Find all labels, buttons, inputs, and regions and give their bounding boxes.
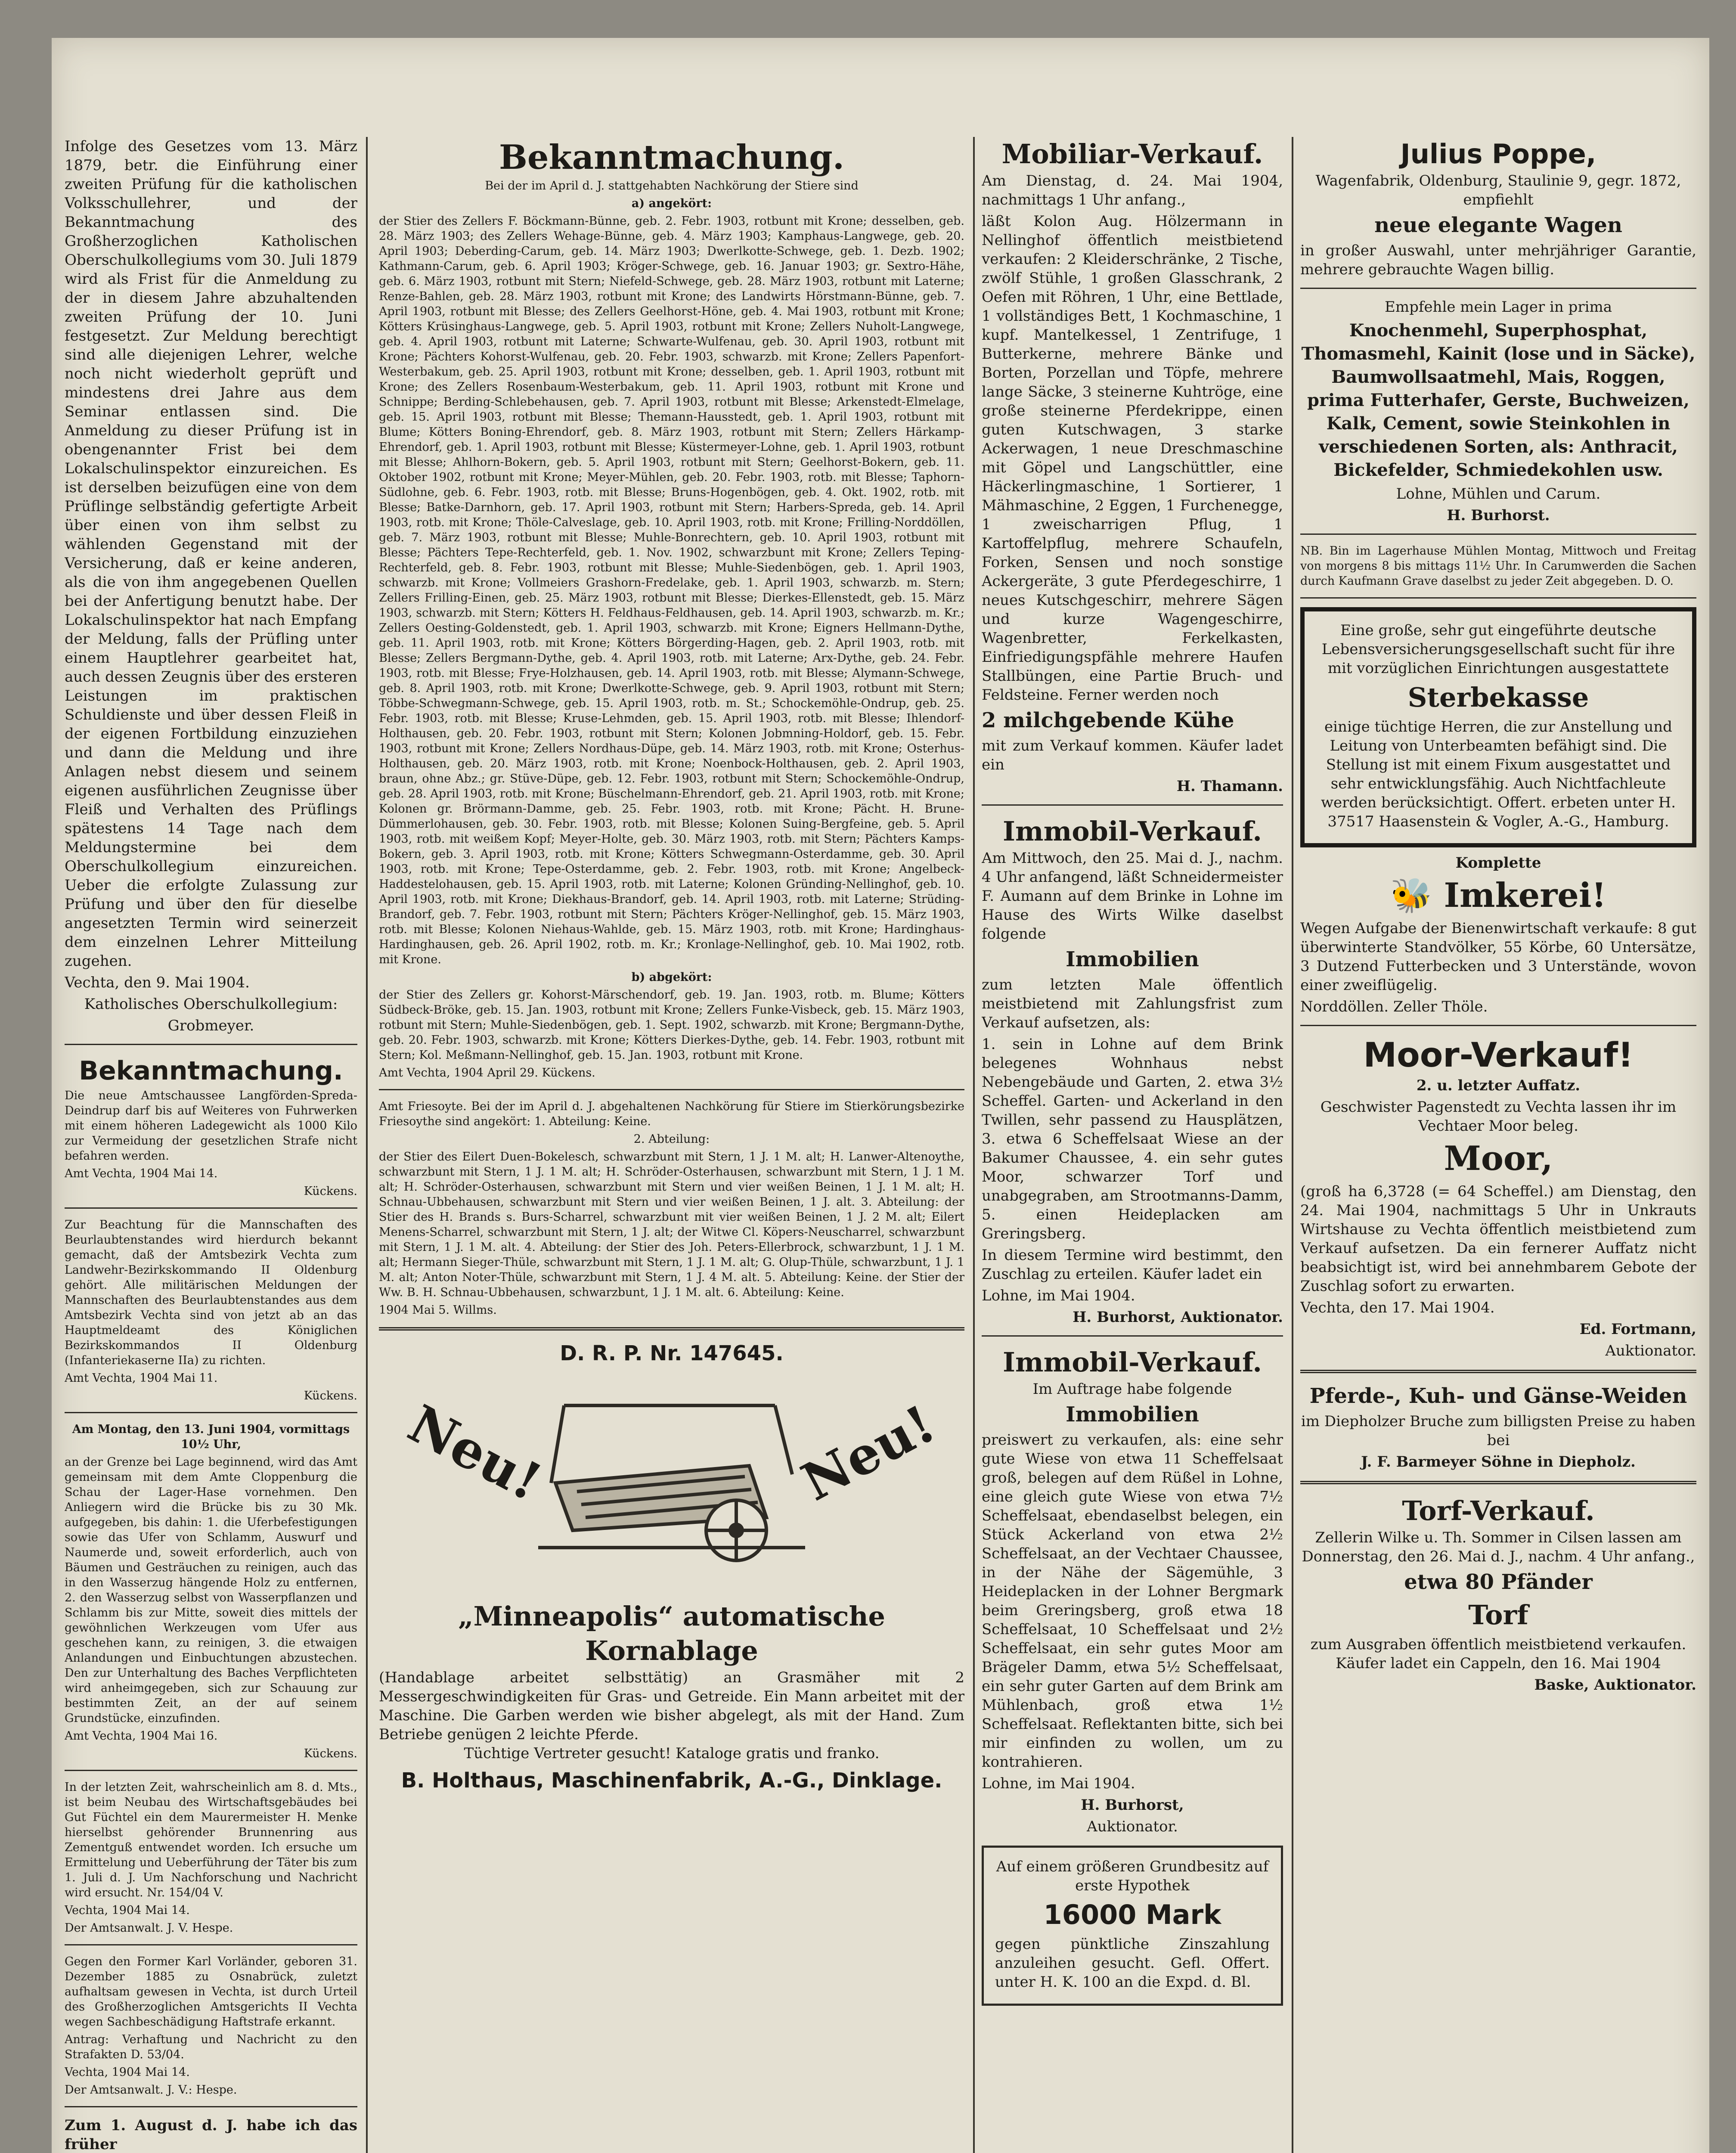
bull-notice [379, 178, 964, 1080]
ad-poppe-text: in großer Auswahl, unter mehrjähriger Garantie, mehrere gebrauchte Wagen billig. [1300, 242, 1696, 278]
reaper-machine-icon [534, 1388, 809, 1569]
divider [1300, 534, 1696, 535]
bull-notice-section-b: b) abgekört: [631, 971, 712, 984]
ad-pferde-title: Pferde-, Kuh- und Gänse-Weiden [1309, 1384, 1687, 1408]
bull-notice-intro: Bei der im April d. J. stattgehabten Nachkörung der Stiere sind [485, 179, 859, 192]
notice-theft [65, 1780, 357, 1936]
column-rule [973, 137, 975, 2153]
ad-mobiliar-text: läßt Kolon Aug. Hölzermann in Nellinghof öffentlich meistbietend verkaufen: 2 Kleiderschränke, 2 Tische, zwölf Stühle, 1 großen Glasschrank, 2 Oefen mit Röhren, 1 Uhr, eine Bettlade, 1 vollständiges Bett, 1 Kochmaschine, 1 kupf. Mantelkessel, 1 Zentrifuge, 1 Butterkerne, mehrere Bänke und Borten, Porzellan und Töpfe, mehrere lange Säcke, 3 steinerne Kuhtröge, eine große steinerne Pferdekrippe, einen guten Kutschwagen, 3 starke Ackerwagen, 1 neue Dreschmaschine mit Göpel und Langschüttler, eine Häckerlingmaschine, 1 Sortierer, 1 Mähmaschine, 2 Eggen, 1 Furchenegge, 1 zweischarrigen Pflug, 1 Kartoffelpflug, mehrere Schaufeln, Forken, Sensen und noch sonstige Ackergeräte, 3 gute Pferdegeschirre, 1 neues Kutschgeschirr, mehrere Sägen und kurze Wagengeschirre, Wagenbretter, Ferkelkasten, Einfriedigungspfähle mehrere Haufen Stallbüngen, eine Partie Bruch- und Feldsteine. Ferner werden noch [982, 213, 1283, 704]
ad-minneapolis-patent: D. R. P. Nr. 147645. [560, 1341, 784, 1365]
ad-imkerei-text: Wegen Aufgabe der Bienenwirtschaft verkaufe: 8 gut überwinterte Standvölker, 55 Körbe, 60 Untersätze, 3 Dutzend Futterbecken und 3 Unterstände, wovon einer zweiflügelig. [1300, 920, 1696, 994]
ad-mobiliar-date: Am Dienstag, d. 24. Mai 1904, nachmittags 1 Uhr anfang., [982, 172, 1283, 208]
ad-torf-title: Torf-Verkauf. [1402, 1495, 1595, 1526]
ad-immobil-1-signer: H. Burhorst, Auktionator. [1073, 1309, 1283, 1326]
ad-immobil-1-heading: Immobilien [1066, 947, 1199, 971]
ad-mobiliar-note: mit zum Verkauf kommen. Käufer ladet ein [982, 737, 1283, 773]
divider [982, 804, 1283, 806]
divider [65, 2106, 357, 2107]
ad-immobil-2-signer: H. Burhorst, [1081, 1796, 1184, 1814]
ad-moor-signer: Ed. Fortmann, [1579, 1321, 1696, 1338]
ad-moor-verkauf-sub: 2. u. letzter Auffatz. [1416, 1077, 1581, 1094]
divider [65, 1944, 357, 1945]
ad-immobil-1-intro: Am Mittwoch, den 25. Mai d. J., nachm. 4 Uhr anfangend, läßt Schneidermeister F. Aumann auf dem Brinke in Lohne im Hause des Wirts Wilke daselbst folgende [982, 850, 1283, 943]
newspaper-page [52, 38, 1709, 2153]
ad-immobil-2-heading: Immobilien [1066, 1402, 1199, 1427]
ad-minneapolis-company: B. Holthaus, Maschinenfabrik, A.-G., Dinklage. [401, 1768, 942, 1793]
bull-notice-2-date: 1904 Mai 5. Willms. [379, 1303, 497, 1317]
ad-sterbekasse-text: einige tüchtige Herren, die zur Anstellung und Leitung von Unterbeamten befähigt sind. Die Stellung ist mit einem Fixum ausgestattet und sehr entwicklungsfähig. Auch Nichtfachleute werden berücksichtigt. Offert. erbeten unter H. 37517 Haasenstein & Vogler, A.-G., Hamburg. [1321, 718, 1676, 830]
ad-immobil-2 [982, 1380, 1283, 1836]
notice-bridge-text: an der Grenze bei Lage beginnend, wird das Amt gemeinsam mit dem Amte Cloppenburg die Schau der Lager-Hase vornehmen. Den Anliegern wird die Brücke bis zu 30 Mk. aufgegeben, bis dahin: 1. die Uferbefestigungen sowie das Ufer von Schlamm, Auswurf und Naumerde und, soweit erforderlich, auch von Bäumen und Gesträuchen zu reinigen, auch das in den Wasserzug hängende Holz zu entfernen, 2. den Wasserzug selbst von Wasserpflanzen und Schlamm bis zur Mitte, soweit dies mittels der gewöhnlichen Werkzeugen vom Ufer aus geschehen kann, zu reinigen, 3. die etwaigen Anlandungen und Einbuchtungen abzustechen. Den zur Unterhaltung des Baches Verpflichteten wird anheimgegeben, sich zur Schauung zur bestimmten Zeit, an der auf seinem Grundstücke, einzufinden. [65, 1455, 357, 1725]
ad-sterbekasse-title: Sterbekasse [1407, 682, 1589, 713]
notice-teacher-exam-issuer: Katholisches Oberschulkollegium: [84, 996, 338, 1013]
heading-bekanntmachung-2: Bekanntmachung. [79, 1056, 343, 1086]
divider [1300, 1025, 1696, 1026]
ad-immobil-2-title: Immobil-Verkauf. [1002, 1346, 1262, 1378]
ad-immobil-1-closing: In diesem Termine wird bestimmt, den Zuschlag zu erteilen. Käufer ladet ein [982, 1247, 1283, 1283]
notice-teacher-exam [65, 137, 357, 1035]
heading-bekanntmachung: Bekanntmachung. [499, 138, 844, 177]
bull-notice-2-section: 2. Abteilung: [633, 1132, 710, 1146]
notice-theft-signer: Der Amtsanwalt. J. V. Hespe. [65, 1921, 233, 1935]
divider [1300, 288, 1696, 289]
notice-military-text: Zur Beachtung für die Mannschaften des Beurlaubtenstandes wird hierdurch bekannt gemacht, daß der Amtsbezirk Vechta zum Landwehr-Bezirkskommando II Oldenburg gehört. Alle militärischen Meldungen der Mannschaften des Beurlaubtenstandes aus dem Amtsbezirk Vechta sind von jetzt ab an das Hauptmeldeamt des Königlichen Bezirkskommandos II Oldenburg (Infanteriekaserne IIa) zu richten. [65, 1218, 357, 1367]
ad-mobiliar [982, 171, 1283, 796]
ad-minneapolis-title: „Minneapolis“ automatische Kornablage [458, 1601, 885, 1666]
divider [65, 1412, 357, 1413]
ad-moesche-intro: Zum 1. August d. J. habe ich das früher [65, 2117, 357, 2153]
notice-court-text: Gegen den Former Karl Vorländer, geboren 31. Dezember 1885 zu Osnabrück, zuletzt aufhaltsam gewesen in Vechta, ist durch Urteil des Großherzoglichen Amtsgerichts II Vechta wegen Sachbeschädigung Haftstrafe erkannt. [65, 1955, 357, 2029]
ad-sterbekasse [1300, 607, 1696, 847]
ad-mobiliar-signer: H. Thamann. [1176, 778, 1283, 795]
ad-torf-amount: etwa 80 Pfänder [1404, 1570, 1593, 1594]
notice-teacher-exam-signer: Grobmeyer. [167, 1017, 254, 1034]
ad-immobil-1-title: Immobil-Verkauf. [1002, 816, 1262, 847]
column-rule [366, 137, 368, 2153]
notice-court-signer: Der Amtsanwalt. J. V.: Hespe. [65, 2083, 237, 2097]
ad-burhorst-intro: Empfehle mein Lager in prima [1385, 298, 1612, 316]
notice-bridge [65, 1422, 357, 1761]
ad-immobil-1-lead: zum letzten Male öffentlich meistbietend mit Zahlungsfrist zum Verkauf aufsetzen, als: [982, 976, 1283, 1031]
notice-court-date: Vechta, 1904 Mai 14. [65, 2066, 190, 2079]
bull-notice-2 [379, 1099, 964, 1318]
ad-moor-details: (groß ha 6,3728 (= 64 Scheffel.) am Dienstag, den 24. Mai 1904, nachmittags 5 Uhr in Unkrauts Wirtshause zu Vechta öffentlich meistbietend zum Verkauf aufsetzen. Da ein fernerer Auffatz nicht beabsichtigt ist, wird bei annehmbarem Gebote der Zuschlag sofort zu erwarten. [1300, 1183, 1696, 1295]
ad-immobil-2-intro: Im Auftrage habe folgende [1032, 1381, 1232, 1398]
ad-imkerei-label: Komplette [1455, 854, 1541, 872]
ad-mobiliar-cows: 2 milchgebende Kühe [982, 708, 1234, 732]
notice-teacher-exam-date: Vechta, den 9. Mai 1904. [65, 974, 250, 991]
notice-road-text: Die neue Amtschaussee Langförden-Spreda-Deindrup darf bis auf Weiteres von Fuhrwerken mit einem höheren Ladegewicht als 1000 Kilo zur Vermeidung der gesetzlichen Strafe nicht befahren werden. [65, 1089, 357, 1163]
ad-immobil-2-text: preiswert zu verkaufen, als: eine sehr gute Wiese von etwa 11 Scheffelsaat groß, belegen auf dem Rüßel in Lohne, eine gleich gute Wiese von etwa 7½ Scheffelsaat, ebendaselbst belegen, ein Stück Ackerland von etwa 2½ Scheffelsaat, an der Vechtaer Chaussee, in der Nähe der Sägemühle, 3 Heideplacken in der Lohner Bergmark beim Greringsberg, groß etwa 18 Scheffelsaat, 10 Scheffelsaat und 2½ Scheffelsaat, ein sehr gutes Moor am Brägeler Damm, etwa 5½ Scheffelsaat, ein sehr guter Garten auf dem Brink am Mühlenbach, groß etwa 1½ Scheffelsaat. Reflektanten bitte, sich bei mir einfinden zu wollen, um zu kontrahieren. [982, 1431, 1283, 1771]
bull-notice-list-a: der Stier des Zellers F. Böckmann-Bünne, geb. 2. Febr. 1903, rotbunt mit Krone; desselben, geb. 28. März 1903; des Zellers Wehage-Bünne, geb. 4. März 1903; Kamphaus-Langwege, geb. 20. April 1903; Deberding-Carum, geb. 14. März 1903; Dwerlkotte-Schwege, geb. 1. Dezb. 1902; Kathmann-Carum, geb. 6. April 1903; Kröger-Schwege, geb. 16. Januar 1903; gr. Sextro-Hähe, geb. 6. März 1903, rotbunt mit Stern; Niefeld-Schwege, geb. 28. März 1903, rotbunt mit Laterne; Renze-Bahlen, geb. 28. März 1903, rotbunt mit Krone; des Landwirts Hörstmann-Bünne, geb. 7. April 1903, rotbunt mit Blesse; des Zellers Geelhorst-Höne, geb. 4. Mai 1903, rotbunt mit Krone; Kötters Krüsinghaus-Langwege, geb. 5. April 1903, rotbunt mit Krone; Zellers Nuholt-Langwege, geb. 4. April 1903, rotbunt mit Laterne; Schwarte-Wulfenau, geb. 30. April 1903, rotbunt mit Krone; Pächters Kohorst-Wulfenau, geb. 20. Febr. 1903, schwarzb. mit Krone; Zellers Papenfort-Westerbakum, geb. 25. April 1903, rotbunt mit Krone; desselben, geb. 1. April 1903, rotbunt mit Krone; des Zellers Rosenbaum-Westerbakum, geb. 11. April 1903, rotbunt mit Krone und Schnippe; Berding-Schlebehausen, geb. 7. April 1903, rotbunt mit Blesse; Arkenstedt-Elmelage, geb. 15. April 1903, rotbunt mit Blesse; Themann-Hausstedt, geb. 1. April 1903, rotbunt mit Blume; Kötters Boning-Ehrendorf, geb. 8. März 1903, rotbunt mit Stern; Zellers Härkamp-Ehrendorf, geb. 1. April 1903, rotbunt mit Blesse; Küstermeyer-Lohne, geb. 1. April 1903, rotbunt mit Blesse; Ahlhorn-Bokern, geb. 5. April 1903, rotbunt mit Stern; Geelhorst-Bokern, geb. 11. Oktober 1902, rotbunt mit Krone; Meyer-Mühlen, geb. 20. Febr. 1903, rotb. mit Blesse; Taphorn-Südlohne, geb. 6. Febr. 1903, rotb. mit Blesse; Bruns-Hogenbögen, geb. 4. Okt. 1902, rotb. mit Blesse; Batke-Darnhorn, geb. 17. April 1903, rotbunt mit Stern; Harbers-Spreda, geb. 14. April 1903, rotb. mit Krone; Thöle-Calveslage, geb. 10. April 1903, rotb. mit Krone; Frilling-Norddöllen, geb. 7. März 1903, rotbunt mit Blesse; Muhle-Bonrechtern, geb. 10. April 1903, rotbunt mit Blesse; Pächters Tepe-Rechterfeld, geb. 1. Nov. 1902, schwarzbunt mit Krone; Zellers Teping-Rechterfeld, geb. 8. Febr. 1903, rotbunt mit Blesse; Muhle-Siedenbögen, geb. 1. April 1903, schwarzb. mit Krone; Vollmeiers Grashorn-Fredelake, geb. 1. April 1903, schwarzb. m. Stern; Zellers Frilling-Einen, geb. 25. März 1903, rotbunt mit Blesse; Dierkes-Ellenstedt, geb. 15. März 1903, schwarzb. mit Stern; Kötters H. Feldhaus-Feldhausen, geb. 14. April 1903, schwarzb. m. Kr.; Zellers Oesting-Goldenstedt, geb. 1. April 1903, schwarzb. mit Krone; Eigners Hellmann-Dythe, geb. 11. April 1903, rotb. mit Krone; Kötters Börgerding-Hagen, geb. 2. April 1903, rotb. mit Blesse; Zellers Bergmann-Dythe, geb. 4. April 1903, rotb. mit Laterne; Arx-Dythe, geb. 24. Febr. 1903, rotb. mit Blesse; Frye-Holzhausen, geb. 14. April 1903, rotb. mit Blesse; Alymann-Schwege, geb. 8. April 1903, rotb. mit Krone; Dwerlkotte-Schwege, geb. 9. April 1903, rotbunt mit Stern; Többe-Schwegmann-Schwege, geb. 15. April 1903, rotb. m. St.; Schockemöhle-Ondrup, geb. 25. Febr. 1903, rotb. mit Blesse; Kruse-Lehmden, geb. 15. April 1903, rotb. mit Blesse; Ihlendorf-Holthausen, geb. 20. Febr. 1903, rotbunt mit Stern; Kolonen Jobmning-Holdorf, geb. 15. Febr. 1903, rotbunt mit Krone; Zellers Nordhaus-Düpe, geb. 14. März 1903, rotb. mit Krone; Osterhus-Holthausen, geb. 20. März 1903, rotb. mit Krone; Noenbock-Holthausen, geb. 2. April 1903, braun, ohne Abz.; gr. Stüve-Düpe, geb. 12. Febr. 1903, rotbunt mit Stern; Schockemöhle-Ondrup, geb. 28. April 1903, rotb. mit Krone; Büschelmann-Ehrendorf, geb. 21. April 1903, rotb. mit Krone; Kolonen gr. Brörmann-Damme, geb. 25. Febr. 1903, rotb. mit Krone; Pächt. H. Brune-Dümmerlohausen, geb. 30. Febr. 1903, rotb. mit Blesse; Kolonen Suing-Bergfeine, geb. 5. April 1903, rotb. mit weißem Kopf; Meyer-Holte, geb. 30. März 1903, rotb. mit Stern; Pächters Kamps-Bokern, geb. 3. April 1903, rotb. mit Krone; Kötters Schwegmann-Osterdamme, geb. 30. April 1903, rotb. mit Krone; Tepe-Osterdamme, geb. 2. Febr. 1903, rotb. mit Krone; Angelbeck-Haddestelohausen, geb. 15. April 1903, rotb. mit Laterne; Kolonen Gründing-Nellinghof, geb. 10. April 1903, rotb. mit Krone; Diekhaus-Brandorf, geb. 14. April 1903, rotb. mit Laterne; Strüding-Brandorf, geb. 7. Febr. 1903, rotbunt mit Stern; Pächters Kröger-Nellinghof, geb. 15. März 1903, rotb. mit Blesse; Kolonen Niehaus-Wahlde, geb. 15. März 1903, rotb. mit Krone; Hardinghaus-Hardinghausen, geb. 26. April 1902, rotb. m. Kr.; Kronlage-Nellinghof, geb. 10. Mai 1902, rotb. mit Krone. [379, 214, 964, 966]
divider [379, 1089, 964, 1090]
ad-mortgage-text: gegen pünktliche Zinszahlung anzuleihen gesucht. Gefl. Offert. unter H. K. 100 an die Expd. d. Bl. [995, 1936, 1270, 1991]
bull-notice-2-list: der Stier des Eilert Duen-Bokelesch, schwarzbunt mit Stern, 1 J. 1 M. alt; H. Lanwer-Altenoythe, schwarzbunt mit Stern, 1 J. 1 M. alt; H. Schröder-Osterhausen, schwarzbunt mit Stern, 1 J. 1 M. alt; H. Schröder-Osterhausen, schwarzbunt mit Stern und vier weißen Beinen, 1 J. 1 M. alt; H. Schnau-Ubbehausen, schwarzbunt mit Stern und vier weißen Beinen, 1 J. alt. 3. Abteilung: der Stier des H. Brands s. Burs-Scharrel, schwarzbunt mit vier weißen Beinen, 1 J. 2 M. alt; Eilert Menens-Scharrel, schwarzbunt mit Stern, 1 J. alt; der Witwe Cl. Köpers-Neuscharrel, schwarzbunt mit Stern, 1 J. 1 M. alt. 4. Abteilung: der Stier des Joh. Peters-Ellerbrock, schwarzbunt, 1 J. 1 M. alt; Hermann Sieger-Thüle, schwarzbunt mit Stern, 1 J. 1 M. alt; G. Olup-Thüle, schwarzbunt, 1 J. 1 M. alt; Anton Noter-Thüle, schwarzbunt mit Stern, 1 J. 4 M. alt. 5. Abteilung: Keine. der Stier der Ww. B. H. Schnau-Ubbehausen, schwarzbunt, 1 J. 1 M. alt. 6. Abteilung: Keine. [379, 1150, 964, 1299]
ad-minneapolis-agents: Tüchtige Vertreter gesucht! Kataloge gratis und franko. [464, 1745, 880, 1762]
notice-bridge-head: Am Montag, den 13. Juni 1904, vormittags 10½ Uhr, [72, 1423, 350, 1451]
ad-poppe [1300, 171, 1696, 279]
ad-poppe-title: Julius Poppe, [1400, 138, 1596, 170]
ad-torf-closing: zum Ausgraben öffentlich meistbietend verkaufen. Käufer ladet ein Cappeln, den 16. Mai 1904 [1310, 1636, 1686, 1672]
ad-mobiliar-title: Mobiliar-Verkauf. [1001, 138, 1263, 170]
ad-immobil-1-items: 1. sein in Lohne auf dem Brink belegenes Wohnhaus nebst Nebengebäude und Garten, 2. etwa 3½ Scheffel. Garten- und Ackerland in den Twillen, sehr passend zu Hausplätzen, 3. etwa 6 Scheffelsaat Wiese an der Bakumer Chaussee, 4. ein sehr gutes Moor, schwarzer Torf und unabgegraben, am Strootmanns-Damm, 5. einen Heideplacken am Greringsberg. [982, 1036, 1283, 1242]
ad-torf-text: Zellerin Wilke u. Th. Sommer in Cilsen lassen am Donnerstag, den 26. Mai d. J., nachm. 4 Uhr anfang., [1302, 1529, 1695, 1565]
ad-poppe-heading: neue elegante Wagen [1374, 213, 1622, 237]
divider [65, 1770, 357, 1771]
ad-imkerei-signer: Norddöllen. Zeller Thöle. [1300, 998, 1488, 1015]
bee-icon: 🐝 [1390, 876, 1432, 915]
notice-theft-text: In der letzten Zeit, wahrscheinlich am 8. d. Mts., ist beim Neubau des Wirtschaftsgebäudes bei Gut Füchtel ein dem Maurermeister H. Menke hierselbst gehörender Brunnenring aus Zementguß entwendet worden. Ich ersuche um Ermittelung und Ueberführung der Täter bis zum 1. Juli d. J. Um Nachforschung und Nachricht wird ersucht. Nr. 154/04 V. [65, 1781, 357, 1899]
ad-pferde-text: im Diepholzer Bruche zum billigsten Preise zu haben bei [1301, 1413, 1696, 1449]
column-1 [65, 137, 357, 2153]
ad-imkerei [1300, 853, 1696, 1016]
divider [1300, 1370, 1696, 1373]
ad-torf [1300, 1528, 1696, 1694]
ad-moor-verkauf [1300, 1076, 1696, 1360]
ad-burhorst-signer: H. Burhorst. [1447, 507, 1550, 524]
divider [379, 1327, 964, 1331]
ad-sterbekasse-intro: Eine große, sehr gut eingeführte deutsche Lebensversicherungsgesellschaft sucht für ihre mit vorzüglichen Einrichtungen ausgestattete [1321, 622, 1675, 677]
ad-pferde-signer: J. F. Barmeyer Söhne in Diepholz. [1361, 1453, 1636, 1470]
ad-pferde-weiden [1300, 1383, 1696, 1471]
ad-neu-right: Neu! [792, 1393, 945, 1513]
ad-moesche-haus [65, 2116, 357, 2153]
bull-notice-2-intro: Amt Friesoyte. Bei der im April d. J. abgehaltenen Nachkörung für Stiere im Stierkörungsbezirke Friesoythe sind angekört: 1. Abteilung: Keine. [379, 1100, 964, 1128]
ad-burhorst-goods: Knochenmehl, Superphosphat, Thomasmehl, Kainit (lose und in Säcke), Baumwollsaatmehl, Mais, Roggen, prima Futterhafer, Gerste, Buchweizen, Kalk, Cement, sowie Steinkohlen in verschiedenen Sorten, als: Anthracit, Bickefelder, Schmiedekohlen usw. [1301, 320, 1696, 480]
ad-mortgage-amount: 16000 Mark [1043, 1899, 1221, 1930]
ad-mortgage [982, 1846, 1283, 2006]
column-2 [379, 137, 964, 2153]
ad-moor-role: Auktionator. [1605, 1342, 1696, 1359]
ad-imkerei-title [1300, 875, 1696, 916]
notice-military [65, 1217, 357, 1403]
ad-minneapolis [379, 1340, 964, 1794]
ad-immobil-2-role: Auktionator. [1087, 1818, 1178, 1835]
ad-torf-heading: Torf [1468, 1599, 1528, 1631]
ad-moor-heading: Moor, [1444, 1139, 1553, 1178]
notice-road-signer: Kückens. [304, 1185, 357, 1198]
ad-moor-date: Vechta, den 17. Mai 1904. [1300, 1299, 1495, 1316]
ad-moor-verkauf-title: Moor-Verkauf! [1363, 1036, 1634, 1075]
ad-immobil-1-place: Lohne, im Mai 1904. [982, 1287, 1135, 1304]
notice-military-office: Amt Vechta, 1904 Mai 11. [65, 1371, 218, 1385]
ad-burhorst [1300, 298, 1696, 525]
ad-minneapolis-text: (Handablage arbeitet selbsttätig) an Grasmäher mit 2 Messergeschwindigkeiten für Gras- und Getreide. Ein Mann arbeitet mit der Maschine. Die Garben werden wie bisher abgelegt, als mit der Hand. Zum Betriebe genügen 2 leichte Pferde. [379, 1669, 964, 1743]
machine-illustration [379, 1371, 964, 1595]
ad-imkerei-title-text: Imkerei! [1444, 876, 1606, 915]
divider [1300, 597, 1696, 599]
ad-immobil-2-place: Lohne, im Mai 1904. [982, 1775, 1135, 1792]
column-rule [1292, 137, 1293, 2153]
notice-court [65, 1954, 357, 2097]
ad-poppe-address: Wagenfabrik, Oldenburg, Staulinie 9, gegr. 1872, empfiehlt [1315, 172, 1681, 208]
notice-theft-date: Vechta, 1904 Mai 14. [65, 1904, 190, 1917]
divider [1300, 1481, 1696, 1484]
bull-notice-office: Amt Vechta, 1904 April 29. Kückens. [379, 1066, 595, 1080]
ad-moor-verkauf-text: Geschwister Pagenstedt zu Vechta lassen ihr im Vechtaer Moor beleg. [1320, 1098, 1677, 1135]
notice-bridge-signer: Kückens. [304, 1747, 357, 1760]
ad-mortgage-intro: Auf einem größeren Grundbesitz auf erste Hypothek [996, 1858, 1269, 1894]
notice-bridge-office: Amt Vechta, 1904 Mai 16. [65, 1729, 218, 1743]
divider [65, 1044, 357, 1045]
ad-torf-signer: Baske, Auktionator. [1534, 1676, 1696, 1694]
divider [982, 1335, 1283, 1337]
ad-burhorst-places: Lohne, Mühlen und Carum. [1396, 485, 1601, 503]
ad-neu-left: Neu! [398, 1393, 551, 1513]
notice-court-request: Antrag: Verhaftung und Nachricht zu den Strafakten D. 53/04. [65, 2033, 357, 2061]
notice-road-office: Amt Vechta, 1904 Mai 14. [65, 1167, 218, 1180]
notice-road [65, 1088, 357, 1199]
divider [65, 1207, 357, 1209]
notice-teacher-exam-text: Infolge des Gesetzes vom 13. März 1879, betr. die Einführung einer zweiten Prüfung für die katholischen Volksschullehrer, und der Bekanntmachung des Großherzoglichen Katholischen Oberschulkollegiums vom 30. Juli 1879 wird als Frist für die Anmeldung zu der in diesem Jahre abzuhaltenden zweiten Prüfung der 10. Juni festgesetzt. Zur Meldung berechtigt sind alle diejenigen Lehrer, welche noch nicht wiederholt geprüft und mindestens drei Jahre aus dem Seminar entlassen sind. Die Anmeldung zu dieser Prüfung ist in obengenannter Frist bei dem Lokalschulinspektor einzureichen. Es ist derselben beizufügen eine von dem Prüflinge selbständig gefertigte Arbeit über einen von ihm selbst zu wählenden Gegenstand mit der Versicherung, daß er keine anderen, als die von ihm angegebenen Quellen bei der Anfertigung benutzt habe. Der Lokalschulinspektor hat nach Empfang der Meldung, falls der Prüfling unter einem Hauptlehrer gearbeitet hat, auch dessen Zeugnis über des ersteren Leistungen im praktischen Schuldienste und über dessen Fleiß in der eigenen Fortbildung einzuziehen und dann die Meldung und ihre Anlagen nebst diesem und seinem eigenen ausführlichen Zeugnisse über Fleiß und Verhalten des Prüflings spätestens 14 Tage nach dem Meldungstermine bei dem Oberschulkollegium einzureichen. Ueber die erfolgte Zulassung zur Prüfung und über den für dieselbe angesetzten Termin wird seinerzeit dem einzelnen Lehrer Mitteilung zugehen. [65, 138, 357, 970]
bull-notice-list-b: der Stier des Zellers gr. Kohorst-Märschendorf, geb. 19. Jan. 1903, rotb. m. Blume; Kötters Südbeck-Bröke, geb. 15. Jan. 1903, rotbunt mit Krone; Zellers Funke-Visbeck, geb. 15. März 1903, rotbunt mit Stern; Muhle-Siedenbögen, geb. 1. Sept. 1902, schwarzb. mit Krone; Bergmann-Dythe, geb. 20. Febr. 1903, schwarzb. mit Krone; Kötters Dierkes-Dythe, geb. 14. Febr. 1903, rotbunt mit Stern; Kol. Meßmann-Nellinghof, geb. 15. Jan. 1903, rotbunt mit Krone. [379, 988, 964, 1062]
column-4 [1300, 137, 1696, 2153]
column-3 [982, 137, 1283, 2153]
bull-notice-section-a: a) angekört: [631, 197, 712, 210]
ad-burhorst-note: NB. Bin im Lagerhause Mühlen Montag, Mittwoch und Freitag von morgens 8 bis mittags 11½ Uhr. In Carumwerden die Sachen durch Kaufmann Grave daselbst zu jeder Zeit abgegeben. D. O. [1300, 544, 1696, 588]
ad-immobil-1 [982, 849, 1283, 1327]
notice-military-signer: Kückens. [304, 1389, 357, 1402]
